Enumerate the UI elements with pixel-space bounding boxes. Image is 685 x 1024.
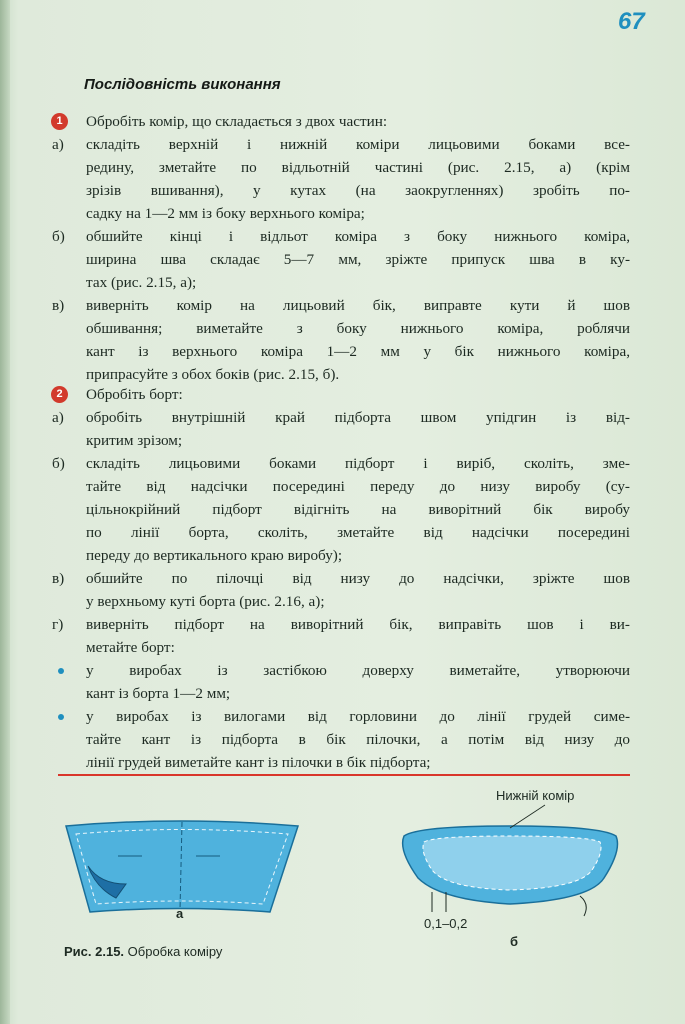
figure-caption <box>64 944 222 959</box>
item-marker: б) <box>52 228 65 245</box>
leader-line <box>510 805 545 828</box>
item-line: садку на 1—2 мм із боку верхнього коміра; <box>86 205 365 222</box>
item-marker: в) <box>52 297 65 314</box>
item-marker: а) <box>52 136 64 153</box>
item-line: метайте борт: <box>86 639 175 656</box>
item-line: тах (рис. 2.15, а); <box>86 274 197 291</box>
item-line: складіть верхній і нижній коміри лицьовими боками все- <box>86 136 630 153</box>
label-a: а <box>176 906 184 921</box>
item-line: виверніть комір на лицьовий бік, виправте кути й шов <box>86 297 630 314</box>
item-line: обшийте кінці і відльот коміра з боку нижнього коміра, <box>86 228 630 245</box>
item-line: припрасуйте з обох боків (рис. 2.15, б). <box>86 366 340 383</box>
dimension-label: 0,1–0,2 <box>424 916 468 931</box>
item-line: виверніть підборт на виворітний бік, виправіть шов і ви- <box>86 616 630 633</box>
item-line: цільнокрійний підборт відігніть на виворітний бік виробу <box>86 501 630 518</box>
item-marker: б) <box>52 455 65 472</box>
item-line: тайте від надсічки посередині переду до низу виробу (су- <box>86 478 630 495</box>
item-line: переду до вертикального краю виробу); <box>86 547 343 564</box>
item-line: обшивання; виметайте з боку нижнього коміра, роблячи <box>86 320 630 337</box>
item-line: тайте кант із підборта в бік пілочки, а потім від низу до <box>86 731 630 748</box>
item-marker: а) <box>52 409 64 426</box>
step-2-badge: 2 <box>51 386 68 403</box>
item-line: критим зрізом; <box>86 432 183 449</box>
step-1-badge: 1 <box>51 113 68 130</box>
item-line: у верхньому куті борта (рис. 2.16, а); <box>86 593 325 610</box>
item-line: кант із верхнього коміра 1—2 мм у бік нижнього коміра, <box>86 343 630 360</box>
item-marker: в) <box>52 570 65 587</box>
item-line: зрізів вшивання), у кутах (на заокругленнях) зробіть по- <box>86 182 630 199</box>
step-2-title: Обробіть борт: <box>86 386 183 403</box>
item-line: редину, зметайте по відльотній частині (рис. 2.15, а) (крім <box>86 159 630 176</box>
item-line: обшийте по пілочці від низу до надсічки, зріжте шов <box>86 570 630 587</box>
item-line: по лінії борта, сколіть, зметайте від надсічки посередині <box>86 524 630 541</box>
item-line: лінії грудей виметайте кант із пілочки в бік підборта; <box>86 754 431 771</box>
caption-text: Обробка коміру <box>127 944 223 959</box>
item-line: обробіть внутрішній край підборта швом упідгин із від- <box>86 409 630 426</box>
item-line: у виробах із застібкою доверху виметайте, утворюючи <box>86 662 630 679</box>
item-line: складіть лицьовими боками підборт і виріб, сколіть, зме- <box>86 455 630 472</box>
section-title: Послідовність виконання <box>84 76 281 93</box>
item-line: кант із борта 1—2 мм; <box>86 685 231 702</box>
label-lower-collar: Нижній комір <box>496 788 575 803</box>
item-line: ширина шва складає 5—7 мм, зріжте припуск шва в ку- <box>86 251 630 268</box>
item-line: у виробах із вилогами від горловини до лінії грудей симе- <box>86 708 630 725</box>
item-marker: г) <box>52 616 64 633</box>
label-b: б <box>510 934 519 949</box>
caption-prefix: Рис. 2.15. <box>64 944 125 959</box>
step-1-title: Обробіть комір, що складається з двох частин: <box>86 113 388 130</box>
page-number: 67 <box>618 8 645 35</box>
